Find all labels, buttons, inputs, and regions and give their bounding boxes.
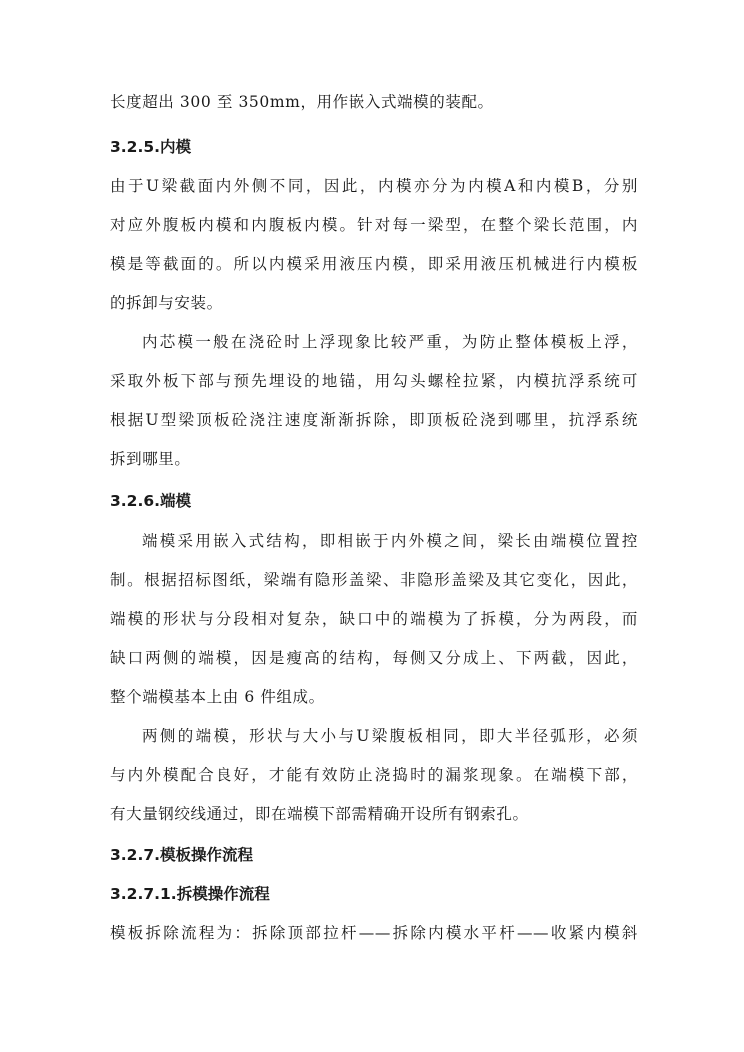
paragraph-line: 拆到哪里。: [110, 450, 191, 468]
paragraph-line: 模板拆除流程为：拆除顶部拉杆——拆除内模水平杆——收紧内模斜: [110, 924, 638, 942]
paragraph-line: 由于U梁截面内外侧不同，因此，内模亦分为内模A和内模B，分别: [110, 177, 638, 195]
section-heading-3-2-6: 3.2.6.端模: [110, 492, 192, 510]
paragraph-line: 端模的形状与分段相对复杂，缺口中的端模为了拆模，分为两段，而: [110, 610, 638, 628]
paragraph-line: 两侧的端模，形状与大小与U梁腹板相同，即大半径弧形，必须: [142, 727, 638, 745]
paragraph-line: 制。根据招标图纸，梁端有隐形盖梁、非隐形盖梁及其它变化，因此，: [110, 571, 638, 589]
paragraph-line: 对应外腹板内模和内腹板内模。针对每一梁型，在整个梁长范围，内: [110, 216, 638, 234]
paragraph-line: 的拆卸与安装。: [110, 294, 223, 312]
paragraph-line: 内芯模一般在浇砼时上浮现象比较严重，为防止整体模板上浮，: [142, 333, 638, 351]
paragraph-line: 长度超出 300 至 350mm，用作嵌入式端模的装配。: [110, 93, 494, 111]
paragraph-line: 根据U型梁顶板砼浇注速度渐渐拆除，即顶板砼浇到哪里，抗浮系统: [110, 411, 638, 429]
paragraph-line: 与内外模配合良好，才能有效防止浇捣时的漏浆现象。在端模下部，: [110, 766, 638, 784]
section-heading-3-2-7-1: 3.2.7.1.拆模操作流程: [110, 885, 270, 903]
paragraph-line: 端模采用嵌入式结构，即相嵌于内外模之间，梁长由端模位置控: [142, 532, 638, 550]
section-heading-3-2-5: 3.2.5.内模: [110, 138, 192, 156]
section-heading-3-2-7: 3.2.7.模板操作流程: [110, 846, 254, 864]
paragraph-line: 模是等截面的。所以内模采用液压内模，即采用液压机械进行内模板: [110, 255, 638, 273]
paragraph-line: 有大量钢绞线通过，即在端模下部需精确开设所有钢索孔。: [110, 805, 529, 823]
paragraph-line: 整个端模基本上由 6 件组成。: [110, 688, 325, 706]
paragraph-line: 采取外板下部与预先埋设的地锚，用勾头螺栓拉紧，内模抗浮系统可: [110, 372, 638, 390]
paragraph-line: 缺口两侧的端模，因是瘦高的结构，每侧又分成上、下两截，因此，: [110, 649, 638, 667]
